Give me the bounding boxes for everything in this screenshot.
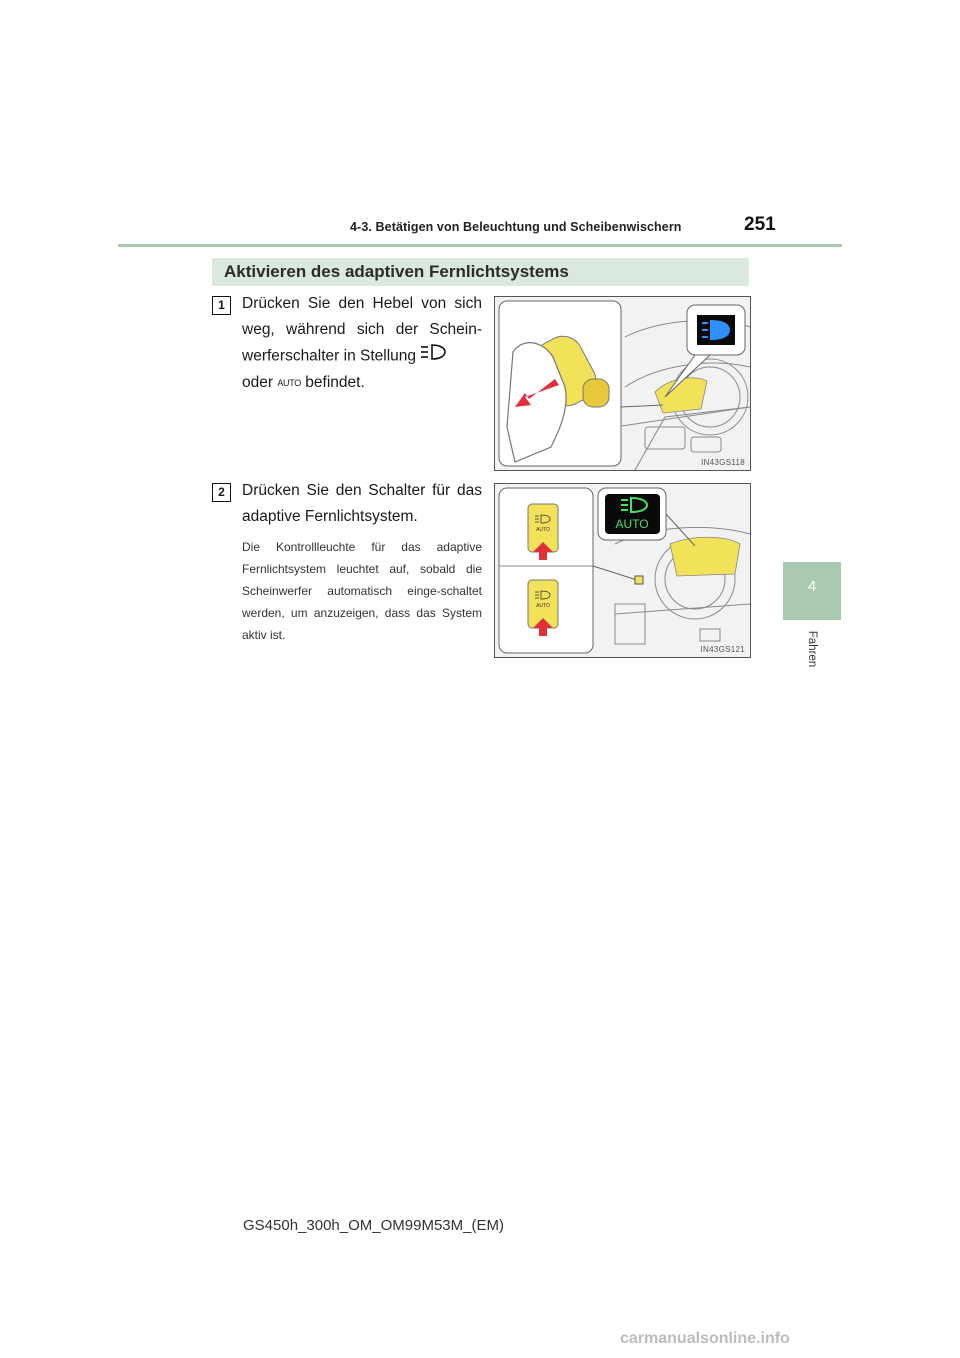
indicator-auto-text: AUTO [615,517,649,531]
section-title: Aktivieren des adaptiven Fernlichtsystems [224,262,569,281]
auto-symbol-icon: AUTO [277,378,301,388]
illustration-switch [494,483,751,658]
illustration-code: IN43GS118 [701,458,745,467]
page-number: 251 [744,214,776,235]
illustration-lever [494,296,751,471]
step-1-text: Drücken Sie den Hebel von sich weg, während sich der Schein-werferschalter in Stellung oder AUTO befindet. [242,291,482,396]
header-section-title: 4-3. Betätigen von Beleuchtung und Scheibenwischern [350,220,682,234]
high-beam-icon [420,343,446,370]
footer-document-id: GS450h_300h_OM_OM99M53M_(EM) [243,1217,504,1234]
chapter-number: 4 [807,578,817,595]
step-2-note: Die Kontrollleuchte für das adaptive Fernlichtsystem leuchtet auf, sobald die Scheinwerfer automatisch einge-schaltet werden, um anzuzeigen, dass das System aktiv ist. [242,540,482,642]
footer-watermark[interactable]: carmanualsonline.info [620,1330,790,1347]
chapter-label: Fahren [806,630,818,668]
step-1-badge: 1 [212,296,231,315]
step-2-badge: 2 [212,483,231,502]
header-divider [118,244,842,247]
switch-auto-text-top: AUTO [536,527,550,533]
step-2-text: Drücken Sie den Schalter für das adaptive Fernlichtsystem. [242,482,482,525]
illustration-code: IN43GS121 [700,645,745,654]
switch-auto-text-bottom: AUTO [536,603,550,609]
